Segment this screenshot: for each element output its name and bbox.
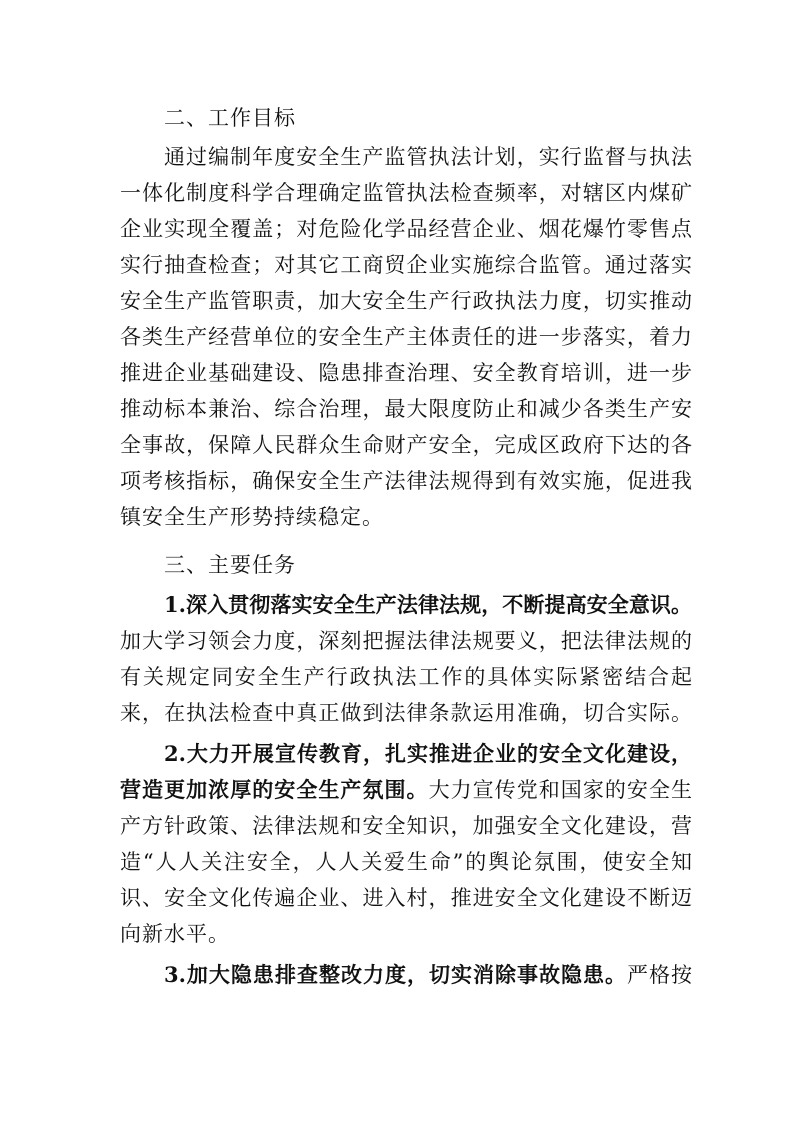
task1-title: 1.深入贯彻落实安全生产法律法规，不断提高安全意识。 [164,592,692,617]
paragraph-line: 产方针政策、法律法规和安全知识，加强安全文化建设，营 [120,814,692,838]
paragraph-line: 企业实现全覆盖；对危险化学品经营企业、烟花爆竹零售点 [120,217,692,241]
paragraph-line [120,778,692,802]
paragraph-line: 通过编制年度安全生产监管执法计划，实行监督与执法 [164,145,692,169]
task3-text: 严格按 [627,963,693,987]
paragraph-line: 加大学习领会力度，深刻把握法律法规要义，把法律法规的 [120,629,692,653]
paragraph-line: 推动标本兼治、综合治理，最大限度防止和减少各类生产安 [120,397,692,421]
task3-title: 3.加大隐患排查整改力度，切实消除事故隐患。 [164,962,627,987]
paragraph-line: 向新水平。 [120,922,230,946]
paragraph-line: 推进企业基础建设、隐患排查治理、安全教育培训，进一步 [120,361,692,385]
task-title [164,742,692,766]
section-heading: 二、工作目标 [164,106,296,130]
paragraph-line: 识、安全文化传遍企业、进入村，推进安全文化建设不断迈 [120,886,692,910]
paragraph-line: 有关规定同安全生产行政执法工作的具体实际紧密结合起 [120,665,692,689]
paragraph-line: 各类生产经营单位的安全生产主体责任的进一步落实，着力 [120,325,692,349]
paragraph-line: 全事故，保障人民群众生命财产安全，完成区政府下达的各 [120,433,692,457]
task-title [164,593,692,617]
paragraph-line: 项考核指标，确保安全生产法律法规得到有效实施，促进我 [120,469,692,493]
paragraph-line: 安全生产监管职责，加大安全生产行政执法力度，切实推动 [120,289,692,313]
task-title [164,963,692,987]
paragraph-line: 实行抽查检查；对其它工商贸企业实施综合监管。通过落实 [120,253,692,277]
task2-title-line2: 营造更加浓厚的安全生产氛围。 [120,777,429,802]
paragraph-line: 造“人人关注安全，人人关爱生命”的舆论氛围，使安全知 [120,850,692,874]
task2-title-line1: 2.大力开展宣传教育，扎实推进企业的安全文化建设， [164,741,692,766]
section-heading: 三、主要任务 [164,553,296,577]
paragraph-line: 镇安全生产形势持续稳定。 [120,505,384,529]
paragraph-line: 来，在执法检查中真正做到法律条款运用准确，切合实际。 [120,701,692,725]
paragraph-line: 一体化制度科学合理确定监管执法检查频率，对辖区内煤矿 [120,181,692,205]
task2-text: 大力宣传党和国家的安全生 [428,778,693,802]
